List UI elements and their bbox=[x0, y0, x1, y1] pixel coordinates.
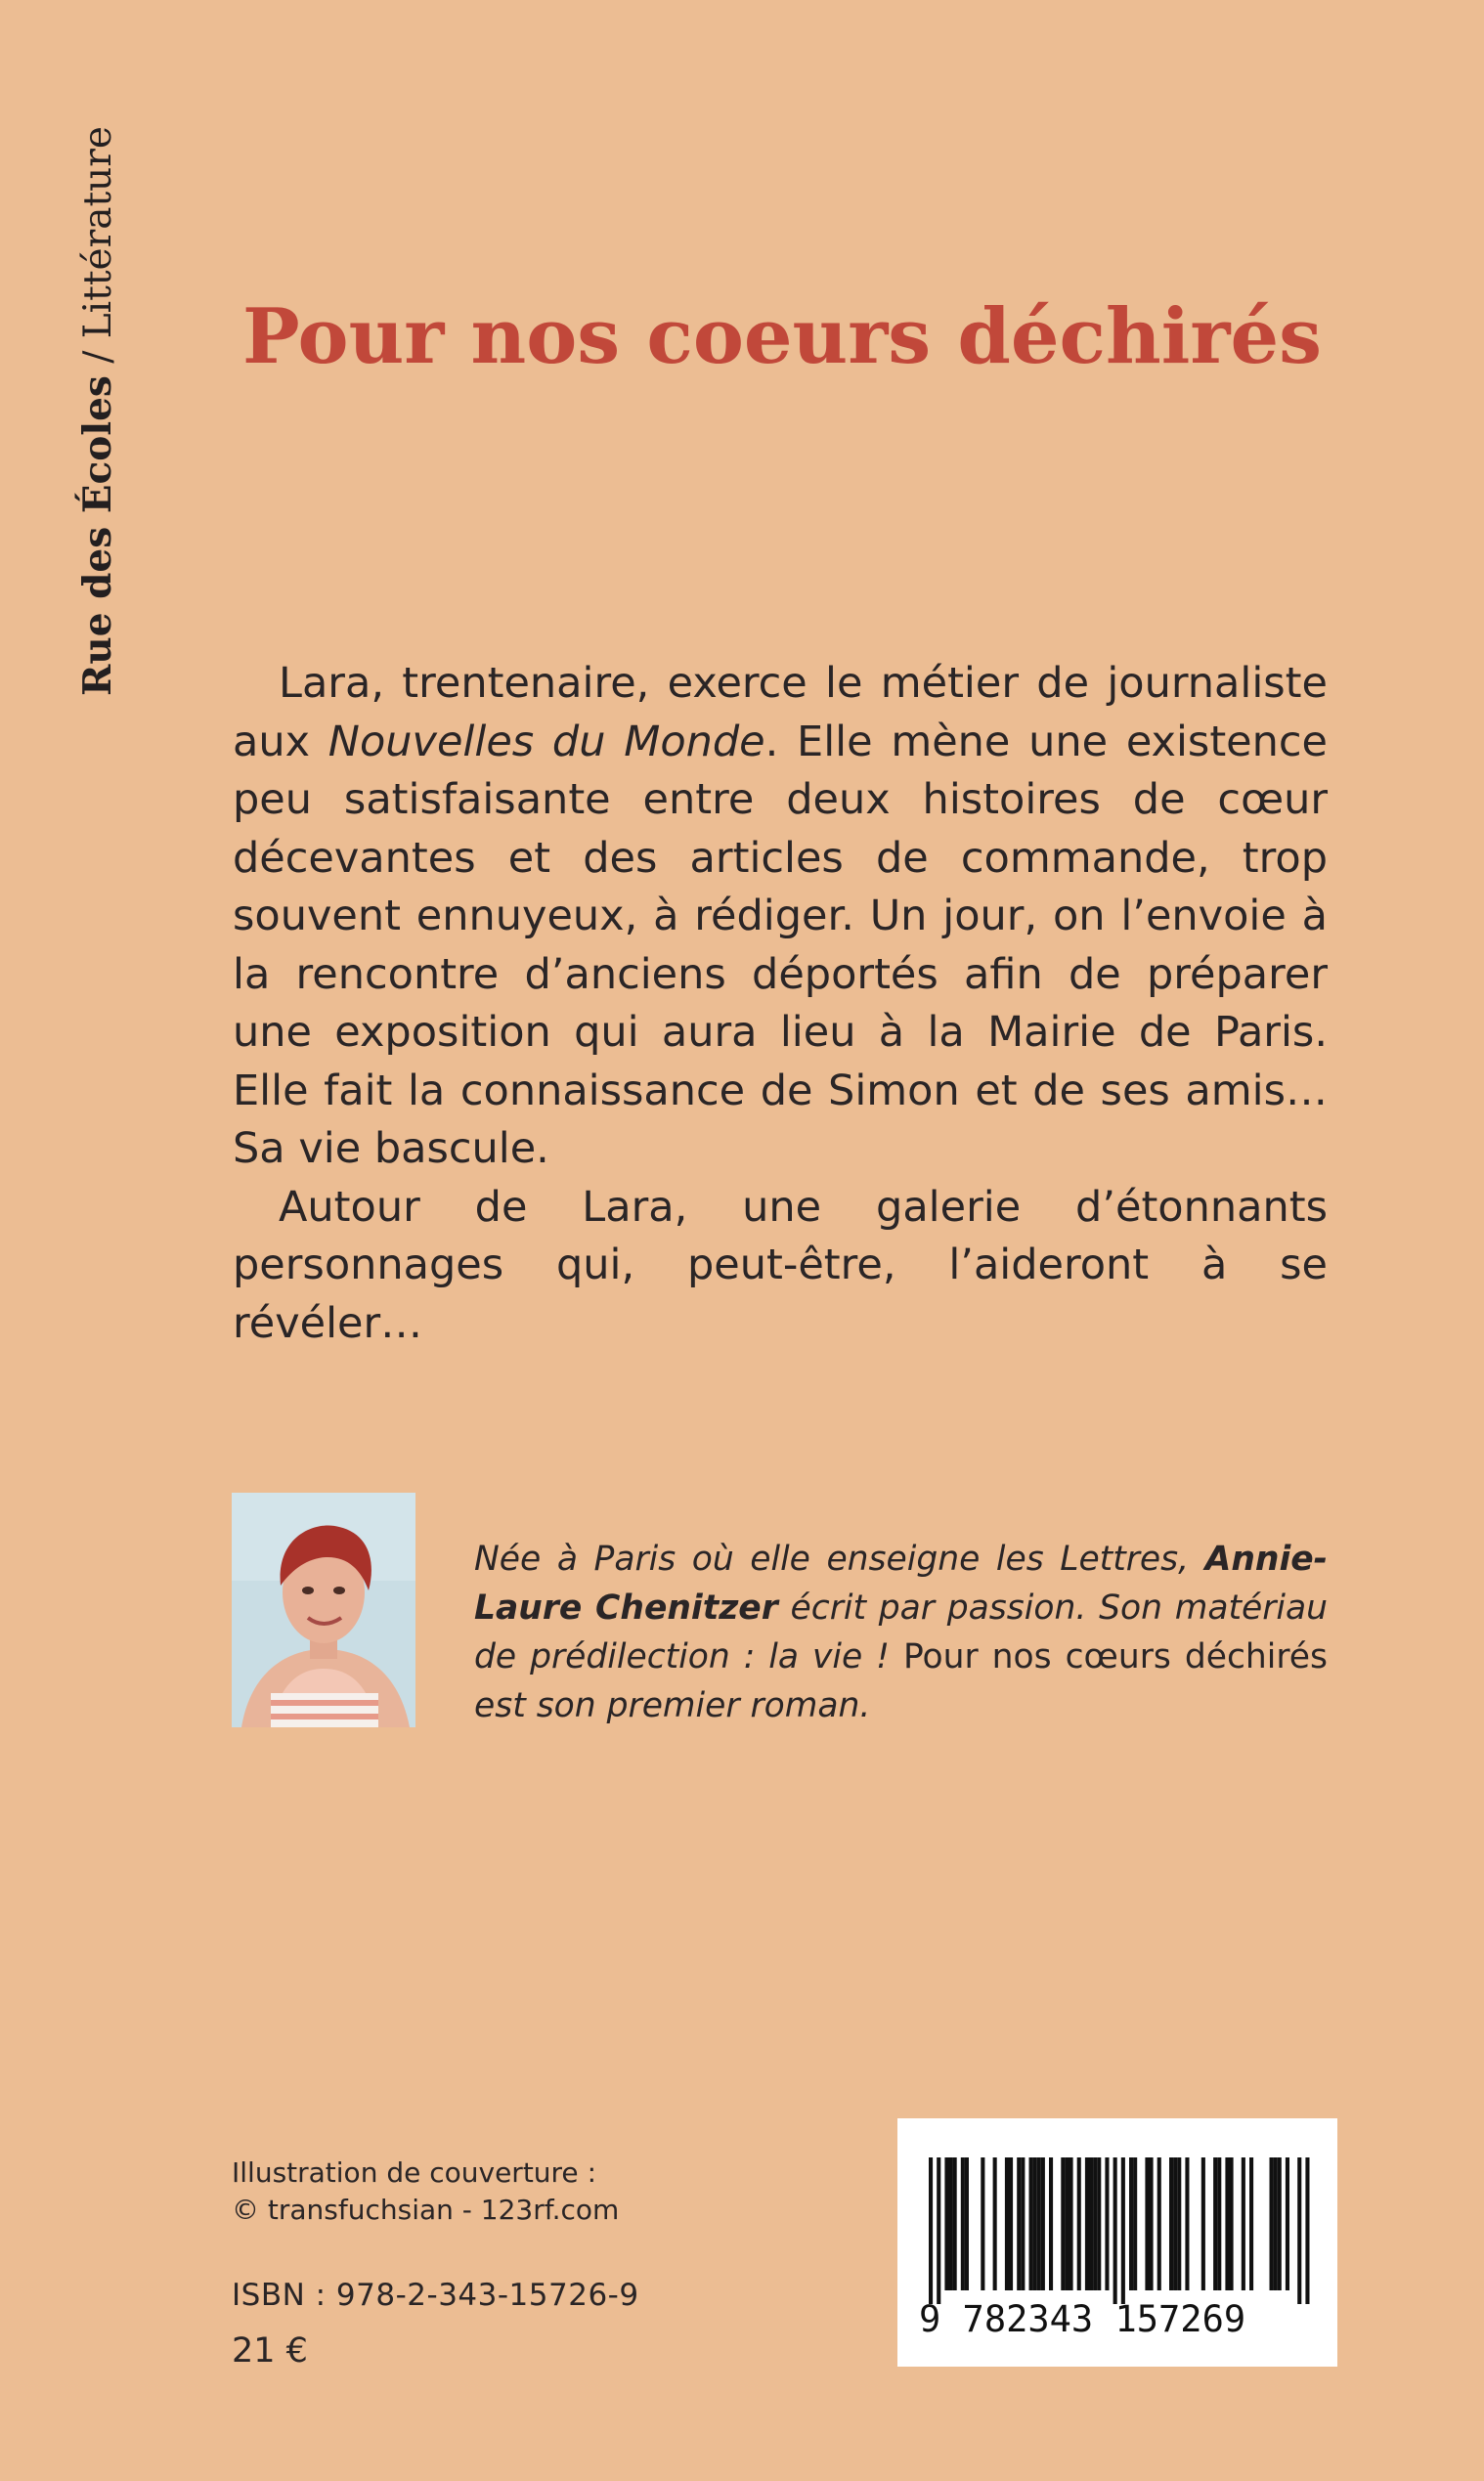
cover-credit bbox=[232, 2155, 818, 2229]
barcode-bar bbox=[937, 2157, 940, 2304]
barcode-bar bbox=[1274, 2157, 1278, 2290]
isbn: ISBN : 978-2-343-15726-9 bbox=[232, 2278, 639, 2313]
barcode-bar bbox=[1041, 2157, 1045, 2290]
barcode-bar bbox=[949, 2157, 953, 2290]
barcode-bar bbox=[1286, 2157, 1289, 2290]
barcode-bar bbox=[993, 2157, 997, 2290]
barcode-bar bbox=[1077, 2157, 1081, 2290]
barcode-bar bbox=[1230, 2157, 1234, 2290]
barcode-bar bbox=[1113, 2157, 1117, 2304]
barcode bbox=[897, 2118, 1337, 2367]
barcode-bar bbox=[1129, 2157, 1133, 2290]
barcode-bars bbox=[915, 2157, 1320, 2304]
blurb-paragraph-1: Lara, trentenaire, exerce le métier de journaliste aux Nouvelles du Monde. Elle mène une existence peu satisfaisante entre deux histoires de cœur décevantes et des articles de commande, trop souvent ennuyeux, à rédiger. Un jour, on l’envoie à la rencontre d’anciens déportés afin de préparer une exposition qui aura lieu à la Mairie de Paris. Elle fait la connaissance de Simon et de ses amis… Sa vie bascule. bbox=[233, 659, 1328, 1173]
barcode-bar bbox=[1157, 2157, 1161, 2290]
barcode-bar bbox=[1005, 2157, 1009, 2290]
barcode-bar bbox=[929, 2157, 933, 2304]
book-title-reference: Pour nos cœurs déchirés bbox=[902, 1637, 1328, 1676]
series-name: Rue des Écoles bbox=[75, 375, 120, 696]
barcode-bar bbox=[1009, 2157, 1013, 2290]
barcode-bar bbox=[1061, 2157, 1065, 2290]
barcode-bar bbox=[1173, 2157, 1177, 2290]
barcode-bar bbox=[965, 2157, 969, 2290]
barcode-bar bbox=[1169, 2157, 1173, 2290]
barcode-digits: 9 782343 157269 bbox=[919, 2298, 1246, 2340]
credit-source: © transfuchsian - 123rf.com bbox=[232, 2194, 620, 2226]
barcode-bar bbox=[1105, 2157, 1109, 2290]
spine-label bbox=[68, 109, 127, 696]
spine-separator: / bbox=[76, 338, 120, 376]
author-name: Annie-Laure Chenitzer bbox=[474, 1540, 1328, 1628]
barcode-bar bbox=[1145, 2157, 1149, 2290]
barcode-bar bbox=[1085, 2157, 1089, 2290]
barcode-bar bbox=[1033, 2157, 1037, 2290]
newspaper-name: Nouvelles du Monde bbox=[327, 717, 765, 766]
blurb-paragraph-2: Autour de Lara, une galerie d’étonnants personnages qui, peut-être, l’aideront à se révéler… bbox=[233, 1182, 1328, 1348]
credit-label: Illustration de couverture : bbox=[232, 2156, 596, 2189]
barcode-bar bbox=[1150, 2157, 1154, 2290]
barcode-bar bbox=[1217, 2157, 1221, 2290]
barcode-bar bbox=[1305, 2157, 1309, 2304]
barcode-bar bbox=[1069, 2157, 1073, 2290]
barcode-bar bbox=[1089, 2157, 1093, 2290]
barcode-bar bbox=[1225, 2157, 1229, 2290]
barcode-bar bbox=[981, 2157, 984, 2290]
book-blurb bbox=[233, 655, 1328, 1353]
barcode-bar bbox=[1177, 2157, 1181, 2290]
barcode-bar bbox=[953, 2157, 957, 2290]
barcode-bar bbox=[1093, 2157, 1097, 2290]
barcode-bar bbox=[1185, 2157, 1189, 2290]
author-photo bbox=[232, 1493, 415, 1727]
barcode-bar bbox=[1249, 2157, 1253, 2290]
barcode-bar bbox=[1270, 2157, 1274, 2290]
genre-name: Littérature bbox=[76, 126, 120, 339]
barcode-bar bbox=[1037, 2157, 1041, 2290]
book-title: Pour nos coeurs déchirés bbox=[242, 292, 1322, 381]
barcode-bar bbox=[1021, 2157, 1025, 2290]
barcode-bar bbox=[944, 2157, 948, 2290]
barcode-bar bbox=[1029, 2157, 1033, 2290]
barcode-bar bbox=[1213, 2157, 1217, 2290]
barcode-bar bbox=[1065, 2157, 1069, 2290]
barcode-bar bbox=[1017, 2157, 1021, 2290]
barcode-bar bbox=[1049, 2157, 1053, 2290]
barcode-bar bbox=[1097, 2157, 1101, 2290]
barcode-bar bbox=[1133, 2157, 1137, 2290]
barcode-bar bbox=[1201, 2157, 1205, 2290]
barcode-bar bbox=[1278, 2157, 1282, 2290]
barcode-bar bbox=[1242, 2157, 1245, 2290]
barcode-bar bbox=[1121, 2157, 1125, 2304]
author-portrait-illustration bbox=[232, 1493, 415, 1727]
author-bio: Née à Paris où elle enseigne les Lettres, Annie-Laure Chenitzer écrit par passion. Son matériau de prédilection : la vie ! Pour nos cœurs déchirés est son premier roman. bbox=[474, 1540, 1328, 1725]
barcode-bar bbox=[1297, 2157, 1301, 2304]
price: 21 € bbox=[232, 2331, 308, 2371]
barcode-bar bbox=[961, 2157, 965, 2290]
